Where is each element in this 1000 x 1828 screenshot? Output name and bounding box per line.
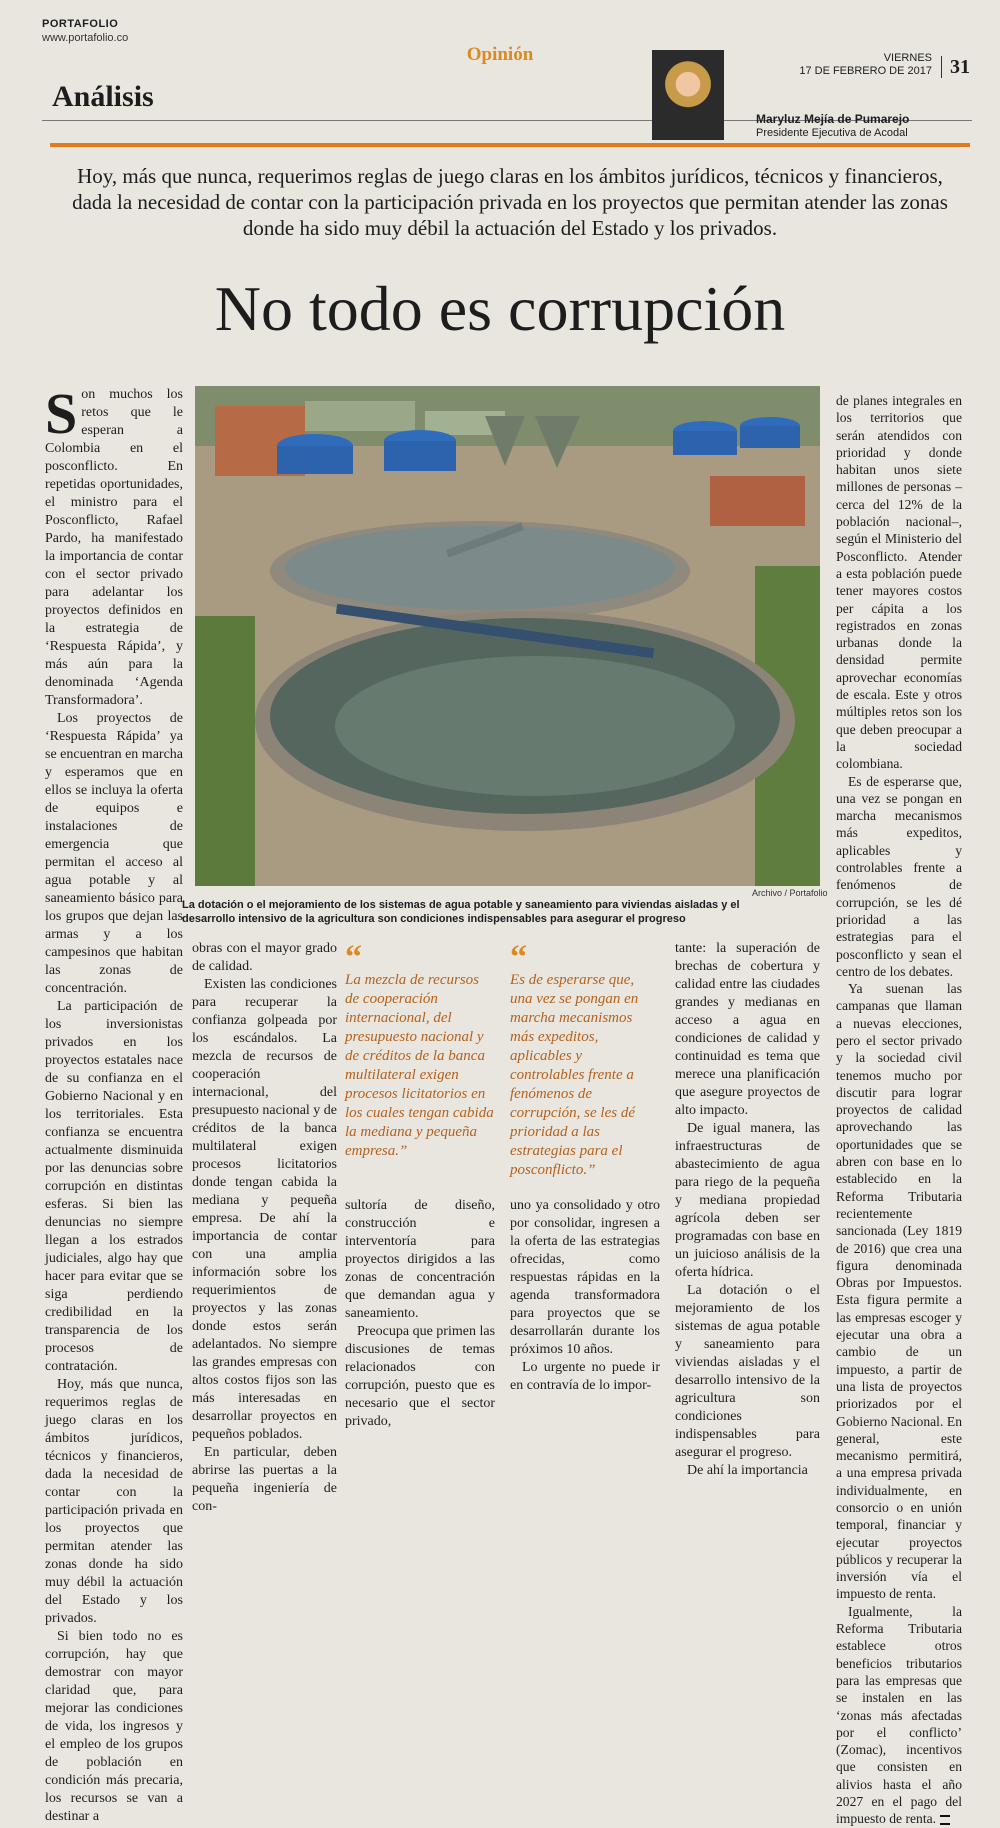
paragraph: Hoy, más que nunca, requerimos reglas de juego claras en los ámbitos jurídicos, técnicos y financieros, dada la necesidad de contar con la participación privada en los proyectos que permitan atender las zonas donde ha sido muy débil la actuación del Estado y los privados.	[45, 1377, 183, 1626]
page-number: 31	[950, 56, 970, 78]
end-of-article-icon	[940, 1815, 950, 1825]
newspaper-brand: PORTAFOLIO	[42, 18, 119, 30]
paragraph: de planes integrales en los territorios que serán atendidos con prioridad y donde habitan unos siete millones de personas –cerca del 12% de la población nacional–, según el Ministerio del Posconflicto. Atender a esta población puede tener mayores costos per cápita a los registrados en zonas urbanas donde la densidad permite aprovechar economías de escala. Este y otros múltiples retos son los que deben preocupar a la sociedad colombiana.	[836, 393, 962, 772]
pull-quote-2	[510, 939, 660, 1180]
article-column-6	[836, 392, 962, 1828]
article-column-2	[192, 940, 337, 1516]
paragraph-text: on muchos los retos que le esperan a Colombia en el posconflicto. En repetidas oportunidades, el ministro para el Posconflicto, Rafael Pardo, ha manifestado la importancia de contar con el sector privado para adelantar los proyectos definidos en la estrategia de ‘Respuesta Rápida’, y más aún para la denominada ‘Agenda Transformadora’.	[45, 387, 183, 708]
subsection-title: Análisis	[52, 80, 154, 113]
paragraph: La participación de los inversionistas privados en los proyectos estatales nace de su confianza en el Gobierno Nacional y en los territoriales. Esta confianza se encuentra actualmente disminuida por las denuncias sobre corrupción en distintas esferas. Si bien las denuncias no siempre llegan a los estrados judiciales, algo hay que hacer para evitar que se siga perdiendo credibilidad en la transparencia de los procesos de contratación.	[45, 999, 183, 1374]
quote-mark-icon: “	[345, 939, 362, 976]
paragraph: En particular, deben abrirse las puertas a la pequeña ingeniería de con-	[192, 1445, 337, 1514]
drop-cap: S	[45, 381, 78, 446]
article-column-4	[510, 1197, 660, 1395]
photo-credit: Archivo / Portafolio	[752, 888, 828, 898]
paragraph: Es de esperarse que, una vez se pongan en marcha mecanismos más expeditos, aplicables y controlables frente a fenómenos de corrupción, se les dé prioridad a las estrategias para el posconflicto y sean el centro de los debates.	[836, 773, 962, 979]
article-column-3	[345, 1197, 495, 1431]
article-column-1	[45, 381, 183, 1826]
paragraph: Existen las condiciones para recuperar la confianza golpeada por los escándalos. La mezcla de recursos de cooperación internacional, del presupuesto nacional y de créditos de la banca multilateral exigen procesos licitatorios donde tengan cabida la mediana y pequeña empresa. De ahí la importancia de contar con una amplia información sobre los requerimientos de proyectos y las zonas donde estos serán adelantados. No siempre las grandes empresas con altos costos fijos son las más interesadas en desarrollar proyectos en pequeños poblados.	[192, 977, 338, 1442]
paragraph: De ahí la importancia	[687, 1463, 808, 1478]
paragraph: tante: la superación de brechas de cobertura y calidad entre las ciudades grandes y medianas en acceso a agua en condiciones de calidad y continuidad es tema que merece una planificación que asegure proyectos de alto impacto.	[675, 941, 820, 1118]
pull-quote-1	[345, 939, 495, 1161]
date-weekday: VIERNES	[883, 52, 932, 64]
water-treatment-plant-photo	[195, 386, 820, 886]
paragraph-text: Igualmente, la Reforma Tributaria establece otros beneficios tributarios para las empresas que se instalen en las ‘zonas más afectadas por el conflicto’ (Zomac), incentivos que consisten en alivios hasta el año 2027 en el pago del impuesto de renta.	[836, 1603, 962, 1827]
orange-divider	[50, 143, 970, 147]
publication-date	[799, 52, 932, 78]
paragraph: sultoría de diseño, construcción e interventoría para proyectos dirigidos a las zonas de concentración que demandan agua y saneamiento.	[345, 1198, 495, 1321]
paragraph: Los proyectos de ‘Respuesta Rápida’ ya se encuentran en marcha y esperamos que en ellos se incluya la oferta de equipos e instalaciones de emergencia que permitan el acceso al agua potable y al saneamiento básico para los grupos que dejan las armas y a los campesinos que habitan las zonas de concentración.	[45, 711, 183, 996]
article-lead: Hoy, más que nunca, requerimos reglas de juego claras en los ámbitos jurídicos, técnicos y financieros, dada la necesidad de contar con la participación privada en los proyectos que permitan atender las zonas donde ha sido muy débil la actuación del Estado y los privados.	[72, 164, 948, 240]
photo-illustration	[195, 386, 820, 886]
paragraph	[45, 381, 183, 710]
paragraph: La dotación o el mejoramiento de los sistemas de agua potable y saneamiento para viviendas aisladas y el desarrollo intensivo de la agricultura son condiciones indispensables para asegurar el progreso.	[675, 1283, 820, 1460]
paragraph: Ya suenan las campanas que llaman a nuevas elecciones, pero el sector privado y la sociedad civil tenemos mucho por discutir para lograr proyectos de calidad aprovechando las oportunidades que se abren con base en lo establecido en la Reforma Tributaria recientemente sancionada (Ley 1819 de 2016) que crea una figura denominada Obras por Impuestos. Esta figura permite a las empresas escoger y ejecutar una obra a cambio de un impuesto, a partir de una lista de proyectos priorizados por el Gobierno Nacional. En general, este mecanismo permitirá, a una empresa privada individualmente, en consorcio o en unión temporal, financiar y ejecutar proyectos públicos y recuperar la inversión vía el impuesto de renta.	[836, 981, 962, 1602]
date-full: 17 DE FEBRERO DE 2017	[799, 65, 932, 77]
section-title: Opinión	[466, 44, 534, 65]
paragraph: Si bien todo no es corrupción, hay que demostrar con mayor claridad que, para mejorar las condiciones de vida, los ingresos y el empleo de los grupos de población en condición más precaria, los recursos se van a destinar a	[45, 1629, 183, 1824]
paragraph: Lo urgente no puede ir en contravía de lo impor-	[510, 1360, 660, 1393]
article-headline: No todo es corrupción	[214, 273, 786, 344]
pull-quote-text: La mezcla de recursos de cooperación internacional, del presupuesto nacional y de créditos de la banca multilateral exigen procesos licitatorios en los cuales tengan cabida la mediana y pequeña empresa.”	[345, 972, 494, 1159]
page-number-divider	[941, 56, 942, 78]
quote-mark-icon: “	[510, 939, 527, 976]
author-role: Presidente Ejecutiva de Acodal	[756, 127, 908, 139]
paragraph: Preocupa que primen las discusiones de temas relacionados con corrupción, puesto que es necesario que el sector privado,	[345, 1324, 496, 1429]
paragraph	[836, 1603, 962, 1828]
newspaper-url[interactable]: www.portafolio.co	[42, 32, 129, 44]
author-name: Maryluz Mejía de Pumarejo	[756, 112, 910, 126]
pull-quote-text: Es de esperarse que, una vez se pongan en marcha mecanismos más expeditos, aplicables y controlables frente a fenómenos de corrupción, se les dé prioridad a las estrategias para el posconflicto.”	[510, 972, 639, 1178]
paragraph: uno ya consolidado y otro por consolidar, ingresen a la oferta de las estrategias ofrecidas, como respuestas rápidas en la agenda transformadora para proyectos que se desarrollarán durante los próximos 10 años.	[510, 1198, 660, 1357]
paragraph: obras con el mayor grado de calidad.	[192, 941, 337, 974]
author-photo	[652, 50, 724, 140]
paragraph: De igual manera, las infraestructuras de abastecimiento de agua para riego de la pequeña y mediana propiedad agrícola deben ser programadas con base en un juicioso análisis de la oferta hídrica.	[675, 1121, 820, 1280]
photo-caption: La dotación o el mejoramiento de los sistemas de agua potable y saneamiento para viviendas aisladas y el desarrollo intensivo de la agricultura son condiciones indispensables para asegurar el progreso	[182, 899, 740, 925]
article-column-5	[675, 940, 820, 1480]
